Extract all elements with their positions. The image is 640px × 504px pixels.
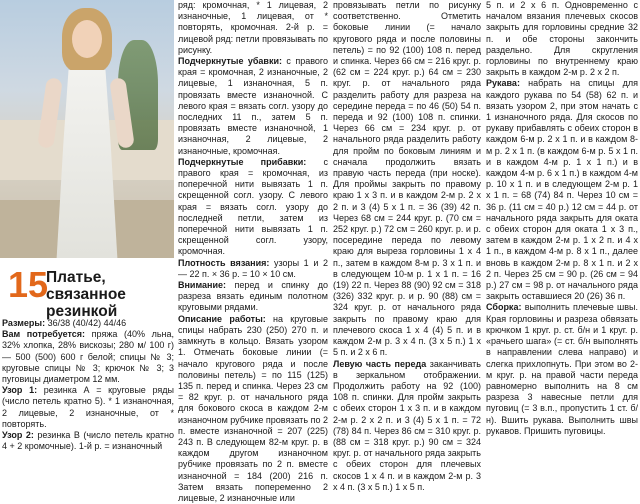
paragraph: Внимание: перед и спинку до разреза вязать единым полотном круговыми рядами. bbox=[178, 280, 328, 313]
column-2 bbox=[178, 0, 328, 504]
paragraph: Размеры: 36/38 (40/42) 44/46 bbox=[2, 318, 127, 328]
paragraph: 5 п. и 2 х 6 п. Одновременно с началом вязания плечевых скосов закрыть для горловины средние 32 п. и обе стороны закончить раздельно. Для скругления горловины по внутреннему краю закрыть в каждом 2-м р. 2 х 2 п. bbox=[486, 0, 638, 78]
paragraph: Рукава: набрать на спицы для каждого рукава по 54 (58) 62 п. и вязать узором 2, при этом начать с 1 изнаночного ряда. Для скосов по рукаву прибавлять с обеих сторон в каждом 6-м р. 2 х 1 п. и в каждом 8-м р. 2 х 1 п. (в каждом 6-м р. 5 х 1 п. и в каждом 4-м р. 1 х 1 п.) и в каждом 4-м р. 6 х 1 п.) в каждом 4-м р. 10 х 1 п. и в следующем 2-м р. 1 х 1 п. = 68 (74) 84 п. Через 10 см = 36 р. (11 см = 40 р.) 12 см = 44 р. от начального ряда закрыть для оката с обеих сторон для оката 1 х 3 п., затем в каждом 2-м р. 1 х 2 п. и 4 х 1 п., в каждом 4-м р. 8 х 1 п., далее вновь в каждом 2-м р. 8 х 1 п. и 2 х 2 п. Через 25 см = 90 р. (26 см = 94 р.) 27 см = 98 р. от начального ряда закрыть оставшиеся 20 (26) 36 п. bbox=[486, 78, 638, 302]
paragraph: Подчеркнутые прибавки: с правого края = кромочная, из поперечной нити вывязать 1 п. скрещенной согл. узору. С левого края = вязать согл. узору до последней петли, затем из поперечной нити вывязать 1 п. скрещенной согл. узору, кромочная. bbox=[178, 156, 328, 257]
paragraph: Вам потребуется: пряжа (40% льна, 32% хлопка, 28% вискозы; 280 м/ 100 г) — 500 (500) 600 г белой; спицы № 3; круговые спицы № 3; крючок № 3; 3 пуговицы диаметром 12 мм. bbox=[2, 329, 175, 385]
pattern-number: 15 bbox=[8, 264, 49, 305]
model-photo bbox=[0, 0, 174, 258]
column-4 bbox=[486, 0, 638, 437]
paragraph: Узор 1: резинка А = круговые ряды (число петель кратно 5). * 1 изнаночная, 2 лицевые, 2 изнаночные, от * повторять. bbox=[2, 385, 174, 429]
paragraph: Плотность вязания: узоры 1 и 2 — 22 п. × 36 р. = 10 × 10 см. bbox=[178, 257, 328, 279]
column-1 bbox=[2, 318, 174, 452]
paragraph: Описание работы: на круговые спицы набрать 230 (250) 270 п. и замкнуть в кольцо. Вязать узором 1. Отмечать боковые линии (= начало кругового ряда и после половины петель) = по 115 (125) 135 п. перед и спинка. Через 23 см = 82 круг. р. от начального ряда для бокового скоса в каждом 2-м изнаночном рубчике провязать по 2 п. вместе изнаночной = 207 (225) 243 п. В следующем 82-м круг. р. в каждом другом изнаночном рубчике провязать по 2 п. вместе изнаночной = 184 (200) 216 п. Затем вязать попеременно 2 лицевые, 2 изнаночные или bbox=[178, 313, 328, 503]
column-3 bbox=[333, 0, 481, 493]
paragraph: ряд: кромочная, * 1 лицевая, 2 изнаночные, 1 лицевая, от * повторять, кромочная. 2-й р. = лицевой ряд: петли провязывать по рисунку. bbox=[178, 0, 328, 55]
paragraph: Сборка: выполнить плечевые швы. Края горловины и разреза обвязать крючком 1 круг. р. ст. б/н и 1 круг. р. «рачьего шага» (= ст. б/н выполнять в направлении слева направо) и слегка прихлопнуть. При этом во 2-м круг. р. на правой части переда равномерно выполнить на 8 см разреза 3 навесные петли для пуговиц (= 3 в.п., пропустить 1 ст. б/н). Вшить рукава. Выполнить швы рукавов. Пришить пуговицы. bbox=[486, 302, 638, 436]
paragraph: Левую часть переда заканчивать в зеркальном отображении. Продолжить работу на 92 (100) 108 п. спинки. Для пройм закрыть с обеих сторон 1 х 3 п. и в каждом 2-м р. 2 х 2 п. и 3 (4) 5 х 1 п. = 72 (78) 84 п. Через 86 см = 310 круг. р. (88 см = 318 круг. р.) 90 см = 324 круг. р. от начального ряда закрыть с обеих сторон для плечевых скосов 1 х 4 п. и в каждом 2-м р. 3 х 4 п. (3 х 5 п.) 1 х 5 п. bbox=[333, 358, 481, 492]
paragraph: Узор 2: резинка В (число петель кратно 4 + 2 кромочные). 1-й р. = изнаночный bbox=[2, 430, 174, 452]
pattern-heading bbox=[2, 263, 174, 320]
pattern-title: Платье, связанное резинкой bbox=[46, 269, 126, 320]
paragraph: провязывать петли по рисунку соответственно. Отметить боковые линии (= начало кругового ряда и после половины петель) = по 92 (100) 108 п. перед и спинка. Через 66 см = 216 круг. р. (62 см = 224 круг. р.) 64 см = 230 круг. р. от начального ряда разделить работу для разреза на середине переда = по 46 (50) 54 п. переда и 92 (100) 108 п. спинки. Через 66 см = 234 круг. р. от начального ряда разделить работу для пройм по боковым линиям и сначала продолжить вязать правую часть переда (при носке). Для проймы закрыть по правому краю 1 х 3 п. и в каждом 2-м р. 2 х 2 п. и 3 (4) 5 х 1 п. = 36 (39) 42 п. Через 68 см = 244 круг. р. (70 см = 252 круг. р.) 72 см = 260 круг. р. и р. посередине переда по левому краю для выреза горловины 1 х 4 п., затем в каждом 8-м р. 3 х 1 п. и в следующем 10-м р. 1 х 1 п. = 16 (19) 22 п. Через 88 (90) 92 см = 318 (326) 332 круг. р. и р. 90 (88) см = 324 круг. р. от начального ряда закрыть по правому краю для плечевого скоса 1 х 4 (4) 5 п. и в каждом 2-м р. 3 х 4 п. (3 х 5 п.) 1 х 5 п. и 2 х 6 п. bbox=[333, 0, 481, 358]
paragraph: Подчеркнутые убавки: с правого края = кромочная, 2 изнаночные, 2 лицевые, 1 изнаночная, 5 п. провязать вместе изнаночной. С левого края = вязать согл. узору до последних 11 п., затем 5 п. провязать вместе изнаночной, 1 изнаночная, 2 лицевые, 2 изнаночные, кромочная. bbox=[178, 56, 328, 156]
